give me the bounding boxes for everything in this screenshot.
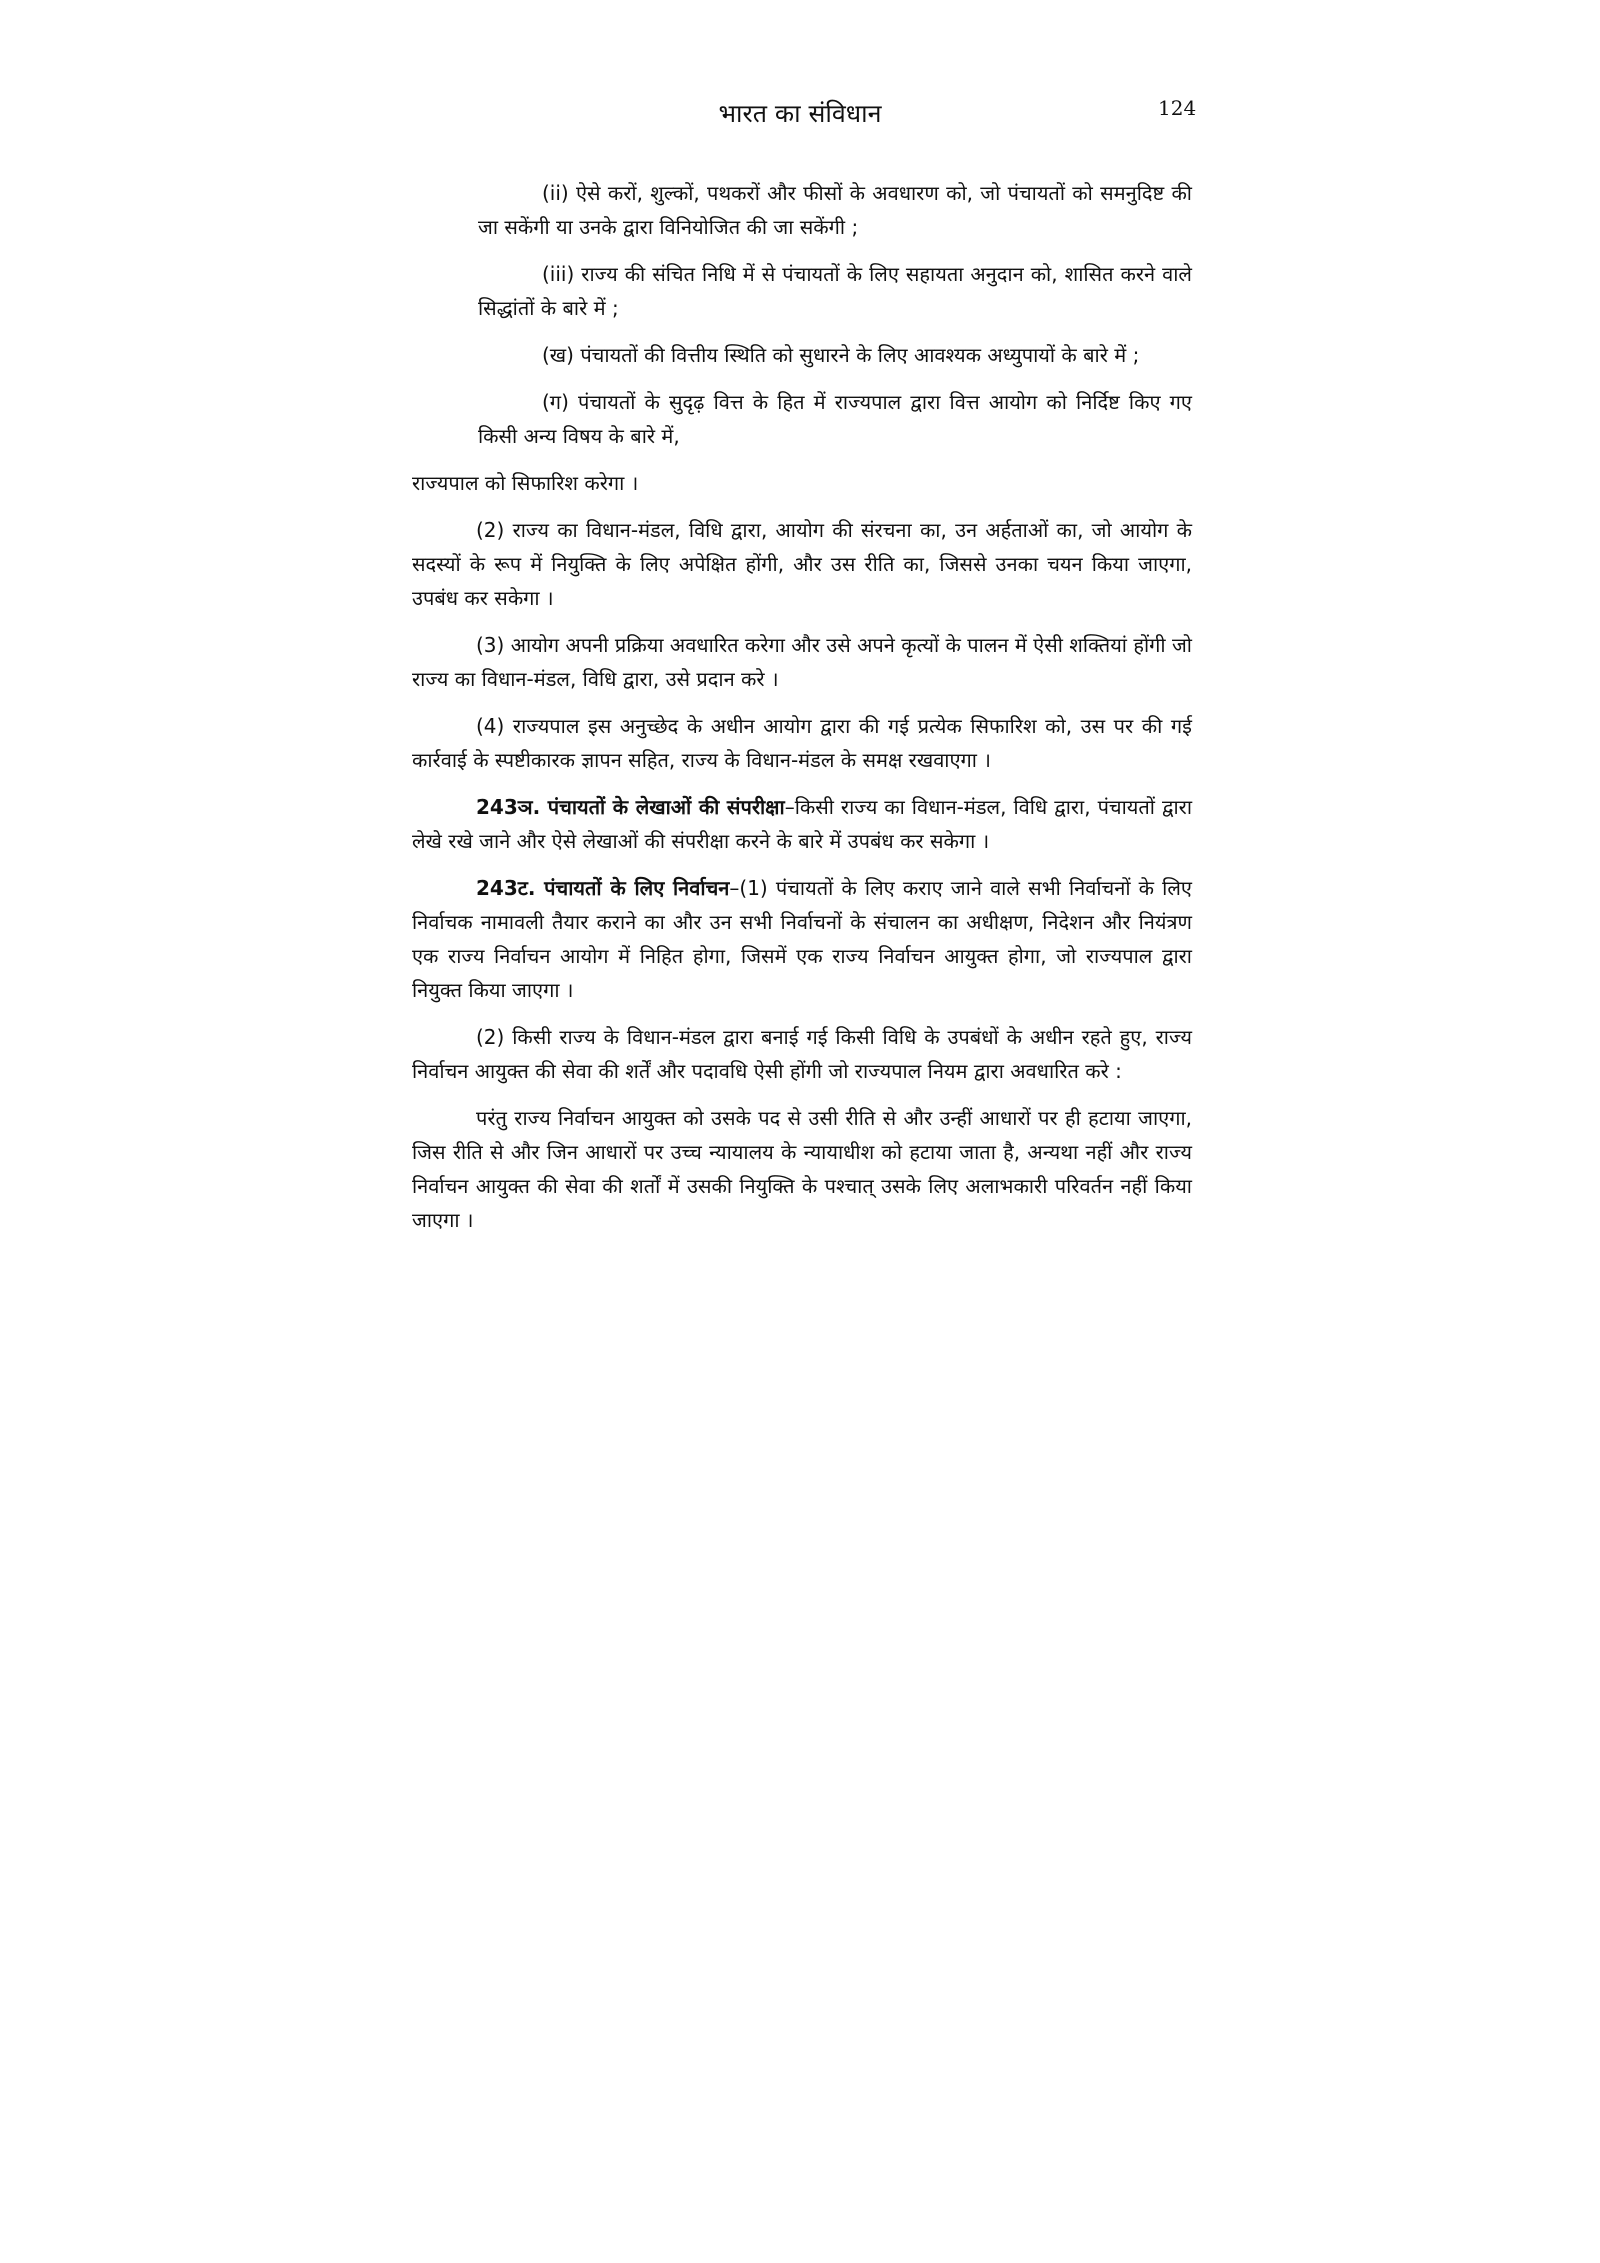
clause-kha: [478, 338, 1192, 372]
paragraph-text: (ग) पंचायतों के सुदृढ़ वित्त के हित में राज्यपाल द्वारा वित्त आयोग को निर्दिष्ट किए गए किसी अन्य विषय के बारे में,: [478, 390, 1192, 448]
document-body: [412, 176, 1192, 1250]
clause-2: [412, 513, 1192, 615]
article-heading: 243ञ. पंचायतों के लेखाओं की संपरीक्षा: [476, 795, 785, 819]
article-243j: [412, 790, 1192, 858]
running-title: भारत का संविधान: [718, 99, 882, 128]
clause-iii: [478, 257, 1192, 325]
article-243k-clause-2: [412, 1020, 1192, 1088]
paragraph-text: (4) राज्यपाल इस अनुच्छेद के अधीन आयोग द्वारा की गई प्रत्येक सिफारिश को, उस पर की गई कार्रवाई के स्पष्टीकारक ज्ञापन सहित, राज्य के विधान-मंडल के समक्ष रखवाएगा ।: [412, 714, 1192, 772]
paragraph-text: –(1) पंचायतों के लिए कराए जाने वाले सभी निर्वाचनों के लिए निर्वाचक नामावली तैयार कराने का और उन सभी निर्वाचनों के संचालन का अधीक्षण, निदेशन और नियंत्रण एक राज्य निर्वाचन आयोग में निहित होगा, जिसमें एक राज्य निर्वाचन आयुक्त होगा, जो राज्यपाल द्वारा नियुक्त किया जाएगा ।: [412, 876, 1192, 1002]
article-heading: 243ट. पंचायतों के लिए निर्वाचन: [476, 876, 730, 900]
clause-4: [412, 709, 1192, 777]
paragraph-text: –किसी राज्य का विधान-मंडल, विधि द्वारा, पंचायतों द्वारा लेखे रखे जाने और ऐसे लेखाओं की संपरीक्षा करने के बारे में उपबंध कर सकेगा ।: [412, 795, 1192, 853]
clause-ii: [478, 176, 1192, 244]
page-number: 124: [1158, 96, 1197, 120]
clause-ga: [478, 385, 1192, 453]
recommendation-line: [412, 466, 1192, 500]
clause-3: [412, 628, 1192, 696]
paragraph-text: राज्यपाल को सिफारिश करेगा ।: [412, 471, 639, 495]
paragraph-text: (2) किसी राज्य के विधान-मंडल द्वारा बनाई गई किसी विधि के उपबंधों के अधीन रहते हुए, राज्य निर्वाचन आयुक्त की सेवा की शर्तें और पदावधि ऐसी होंगी जो राज्यपाल नियम द्वारा अवधारित करे :: [412, 1025, 1192, 1083]
proviso: [412, 1101, 1192, 1237]
page-header: [0, 96, 1600, 136]
paragraph-text: (ii) ऐसे करों, शुल्कों, पथकरों और फीसों के अवधारण को, जो पंचायतों को समनुदिष्ट की जा सकेंगी या उनके द्वारा विनियोजित की जा सकेंगी ;: [478, 181, 1192, 239]
paragraph-text: (ख) पंचायतों की वित्तीय स्थिति को सुधारने के लिए आवश्यक अध्युपायों के बारे में ;: [542, 343, 1140, 367]
paragraph-text: (iii) राज्य की संचित निधि में से पंचायतों के लिए सहायता अनुदान को, शासित करने वाले सिद्धांतों के बारे में ;: [478, 262, 1192, 320]
paragraph-text: (2) राज्य का विधान-मंडल, विधि द्वारा, आयोग की संरचना का, उन अर्हताओं का, जो आयोग के सदस्यों के रूप में नियुक्ति के लिए अपेक्षित होंगी, और उस रीति का, जिससे उनका चयन किया जाएगा, उपबंध कर सकेगा ।: [412, 518, 1192, 610]
paragraph-text: (3) आयोग अपनी प्रक्रिया अवधारित करेगा और उसे अपने कृत्यों के पालन में ऐसी शक्तियां होंगी जो राज्य का विधान-मंडल, विधि द्वारा, उसे प्रदान करे ।: [412, 633, 1192, 691]
paragraph-text: परंतु राज्य निर्वाचन आयुक्त को उसके पद से उसी रीति से और उन्हीं आधारों पर ही हटाया जाएगा, जिस रीति से और जिन आधारों पर उच्च न्यायालय के न्यायाधीश को हटाया जाता है, अन्यथा नहीं और राज्य निर्वाचन आयुक्त की सेवा की शर्तों में उसकी नियुक्ति के पश्चात् उसके लिए अलाभकारी परिवर्तन नहीं किया जाएगा ।: [412, 1106, 1192, 1232]
article-243k: [412, 871, 1192, 1007]
